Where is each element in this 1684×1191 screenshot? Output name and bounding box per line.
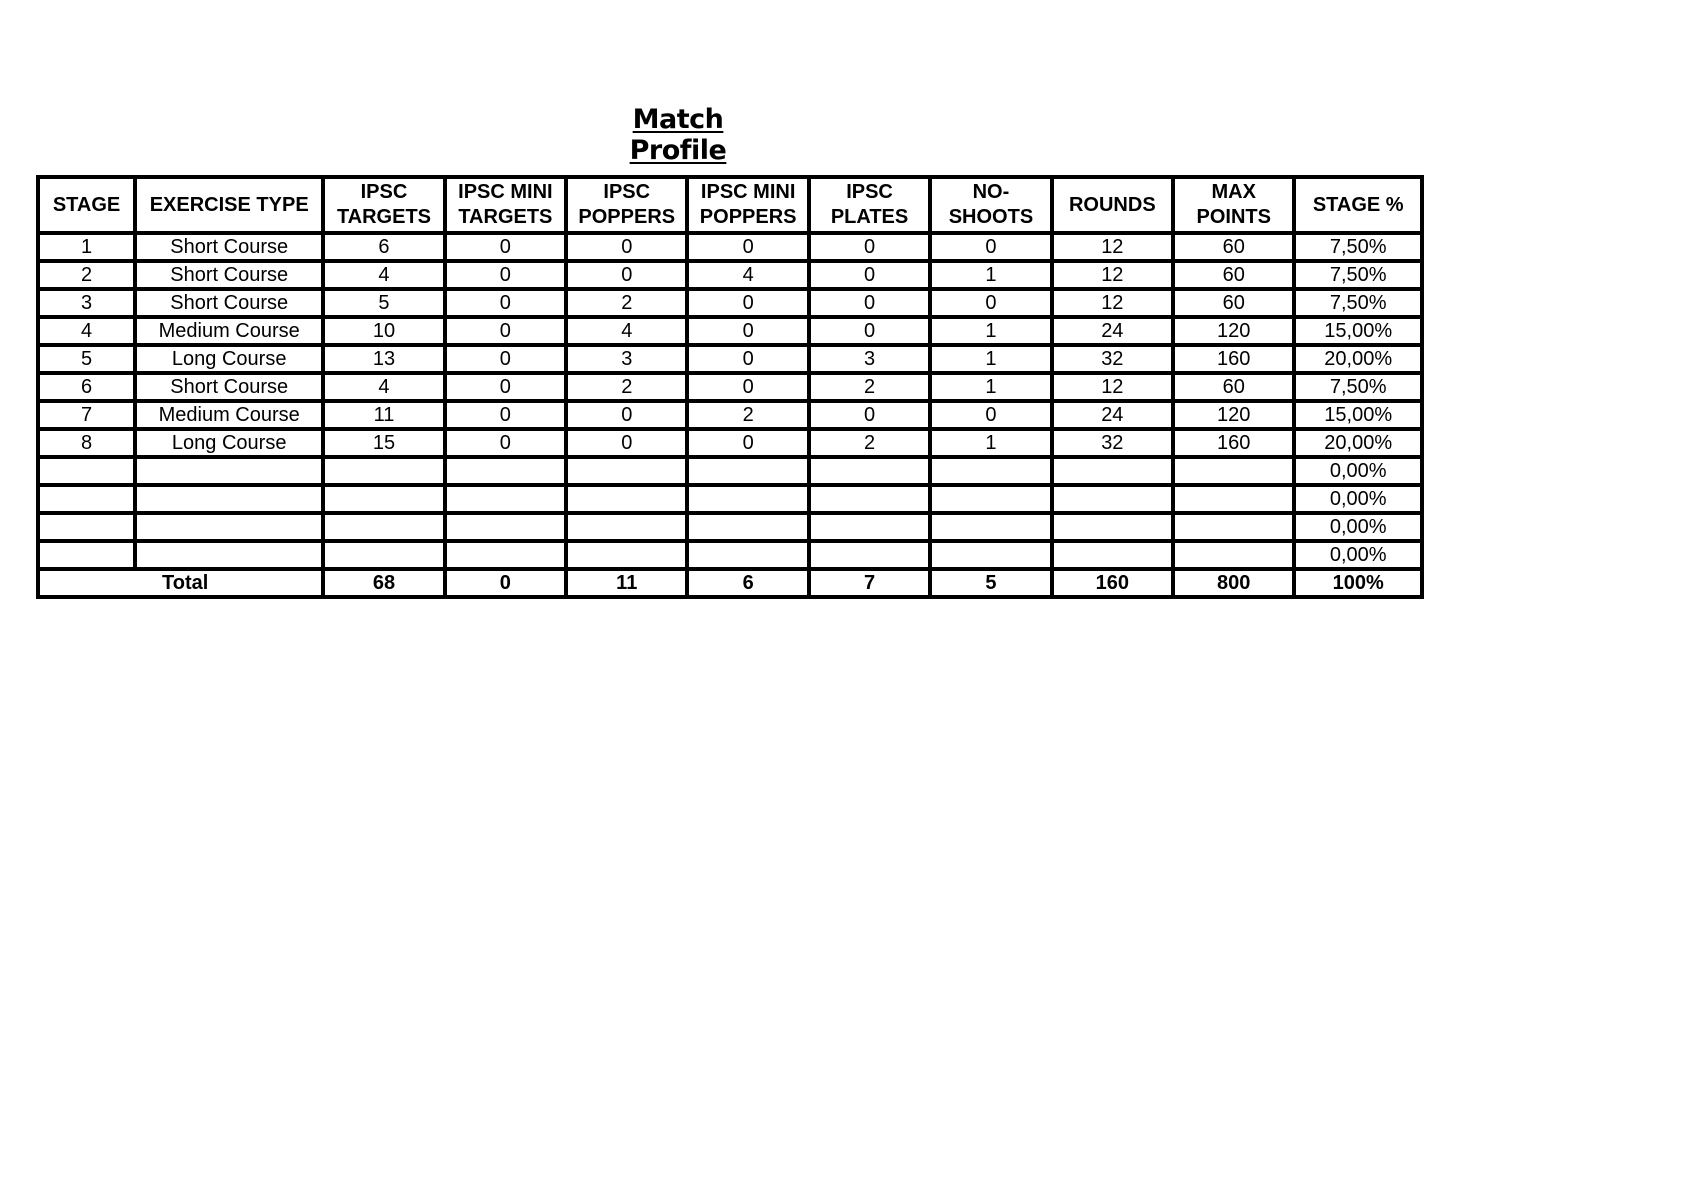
table-cell: [445, 457, 566, 485]
total-cell: 800: [1173, 569, 1294, 597]
table-cell: [135, 485, 323, 513]
table-cell: Short Course: [135, 233, 323, 261]
total-cell: 100%: [1294, 569, 1422, 597]
table-cell: 0: [445, 373, 566, 401]
table-cell: 4: [38, 317, 135, 345]
column-header: [930, 177, 1051, 233]
table-cell: [38, 513, 135, 541]
table-cell: 0: [809, 261, 930, 289]
table-cell: [1173, 457, 1294, 485]
table-cell: [323, 541, 444, 569]
table-cell: 12: [1052, 233, 1173, 261]
table-cell: 7: [38, 401, 135, 429]
column-header-line: IPSC: [846, 181, 893, 203]
table-cell: 0: [930, 401, 1051, 429]
table-cell: 7,50%: [1294, 289, 1422, 317]
table-cell: 0: [566, 401, 687, 429]
table-cell: [930, 485, 1051, 513]
table-cell: 60: [1173, 261, 1294, 289]
table-row: [38, 485, 1422, 513]
total-cell: 160: [1052, 569, 1173, 597]
column-header-line: IPSC MINI: [700, 181, 796, 203]
table-cell: 2: [566, 373, 687, 401]
table-cell: 24: [1052, 317, 1173, 345]
table-cell: 0: [687, 429, 808, 457]
table-cell: 4: [323, 261, 444, 289]
table-cell: 4: [323, 373, 444, 401]
table-cell: [1052, 513, 1173, 541]
column-header-line: TARGETS: [336, 206, 432, 228]
page-title: Match Profile: [629, 104, 727, 166]
table-cell: 0: [687, 317, 808, 345]
table-cell: 4: [687, 261, 808, 289]
table-footer: [38, 569, 1422, 597]
table-cell: 0,00%: [1294, 513, 1422, 541]
table-row: [38, 261, 1422, 289]
table-cell: [1052, 541, 1173, 569]
table-cell: [445, 513, 566, 541]
table-cell: 6: [38, 373, 135, 401]
table-cell: 6: [323, 233, 444, 261]
table-cell: 15,00%: [1294, 401, 1422, 429]
column-header-line: PLATES: [830, 206, 909, 228]
table-cell: 0: [809, 317, 930, 345]
column-header: [445, 177, 566, 233]
total-cell: 0: [445, 569, 566, 597]
table-cell: 1: [930, 317, 1051, 345]
column-header: [135, 177, 323, 233]
table-cell: 0: [445, 261, 566, 289]
table-row: [38, 513, 1422, 541]
table-cell: Long Course: [135, 429, 323, 457]
column-header-line: POINTS: [1196, 206, 1271, 228]
table-cell: [687, 485, 808, 513]
table-cell: 3: [566, 345, 687, 373]
table-cell: 0: [445, 345, 566, 373]
table-cell: 13: [323, 345, 444, 373]
table-cell: 0: [445, 317, 566, 345]
table-cell: [1052, 485, 1173, 513]
column-header: [1052, 177, 1173, 233]
column-header-line: NO-: [972, 181, 1010, 203]
table-cell: 0: [566, 429, 687, 457]
table-cell: 7,50%: [1294, 233, 1422, 261]
table-body: [38, 233, 1422, 569]
table-cell: 4: [566, 317, 687, 345]
table-cell: 0: [809, 233, 930, 261]
table-cell: 5: [323, 289, 444, 317]
table-row: [38, 317, 1422, 345]
table-cell: 2: [38, 261, 135, 289]
total-cell: 11: [566, 569, 687, 597]
table-cell: 120: [1173, 401, 1294, 429]
table-cell: [809, 513, 930, 541]
column-header-line: IPSC: [603, 181, 651, 203]
column-header: [809, 177, 930, 233]
table-cell: 15,00%: [1294, 317, 1422, 345]
total-cell: 7: [809, 569, 930, 597]
total-row: [38, 569, 1422, 597]
table-cell: 0: [687, 373, 808, 401]
table-cell: 0: [445, 289, 566, 317]
table-cell: [445, 485, 566, 513]
table-cell: 10: [323, 317, 444, 345]
column-header-line: EXERCISE TYPE: [149, 193, 309, 216]
table-cell: [38, 457, 135, 485]
table-cell: 0,00%: [1294, 485, 1422, 513]
column-header-line: TARGETS: [458, 206, 553, 228]
total-label: Total: [38, 569, 323, 597]
table-cell: Short Course: [135, 289, 323, 317]
table-cell: 0: [930, 289, 1051, 317]
table-cell: 0: [445, 429, 566, 457]
table-cell: 2: [566, 289, 687, 317]
table-cell: 7,50%: [1294, 373, 1422, 401]
table-cell: [687, 513, 808, 541]
match-profile-table: [36, 175, 1424, 599]
column-header-line: IPSC: [360, 181, 408, 203]
table-cell: [687, 541, 808, 569]
table-cell: Short Course: [135, 261, 323, 289]
table-cell: [809, 485, 930, 513]
table-cell: 60: [1173, 373, 1294, 401]
table-cell: 2: [809, 373, 930, 401]
table-row: [38, 401, 1422, 429]
table-cell: 0: [566, 261, 687, 289]
table-cell: 0: [930, 233, 1051, 261]
table-cell: 7,50%: [1294, 261, 1422, 289]
column-header: [1294, 177, 1422, 233]
table-cell: Long Course: [135, 345, 323, 373]
table-cell: [930, 541, 1051, 569]
column-header-line: POPPERS: [578, 206, 676, 228]
table-cell: 1: [38, 233, 135, 261]
table-cell: 3: [809, 345, 930, 373]
table-cell: 32: [1052, 429, 1173, 457]
table-cell: 20,00%: [1294, 345, 1422, 373]
table-cell: [135, 541, 323, 569]
column-header-line: SHOOTS: [948, 206, 1034, 228]
column-header: [38, 177, 135, 233]
table-cell: 0: [809, 401, 930, 429]
table-cell: [930, 513, 1051, 541]
column-header: [323, 177, 444, 233]
column-header-line: STAGE %: [1312, 193, 1404, 216]
table-cell: 5: [38, 345, 135, 373]
table-cell: [1173, 541, 1294, 569]
table-row: [38, 373, 1422, 401]
table-cell: [1052, 457, 1173, 485]
table-cell: 12: [1052, 373, 1173, 401]
table-cell: 0: [445, 233, 566, 261]
total-cell: 68: [323, 569, 444, 597]
table-header: [38, 177, 1422, 233]
table-cell: [323, 457, 444, 485]
table-cell: 0,00%: [1294, 457, 1422, 485]
table-cell: 0: [687, 233, 808, 261]
table-cell: 2: [687, 401, 808, 429]
table-cell: [38, 485, 135, 513]
table-cell: 3: [38, 289, 135, 317]
table-cell: [809, 457, 930, 485]
table-cell: 1: [930, 261, 1051, 289]
column-header: [687, 177, 808, 233]
column-header-line: STAGE: [52, 193, 121, 216]
table-cell: 160: [1173, 429, 1294, 457]
column-header: [566, 177, 687, 233]
header-row: [38, 177, 1422, 233]
table-cell: [38, 541, 135, 569]
column-header-line: MAX: [1211, 181, 1256, 203]
table-cell: 20,00%: [1294, 429, 1422, 457]
table-cell: [1173, 485, 1294, 513]
table-cell: [566, 485, 687, 513]
table-cell: 0: [687, 289, 808, 317]
table-cell: [566, 541, 687, 569]
table-cell: 0,00%: [1294, 541, 1422, 569]
table-row: [38, 345, 1422, 373]
column-header-line: IPSC MINI: [458, 181, 553, 203]
table-cell: Medium Course: [135, 401, 323, 429]
table-cell: [809, 541, 930, 569]
table-cell: 0: [566, 233, 687, 261]
table-cell: 24: [1052, 401, 1173, 429]
table-cell: 15: [323, 429, 444, 457]
table-cell: 0: [809, 289, 930, 317]
table-row: [38, 541, 1422, 569]
table-cell: 0: [687, 345, 808, 373]
table-cell: 32: [1052, 345, 1173, 373]
column-header: [1173, 177, 1294, 233]
table-cell: 1: [930, 429, 1051, 457]
column-header-line: POPPERS: [699, 206, 797, 228]
table-cell: [687, 457, 808, 485]
table-cell: 120: [1173, 317, 1294, 345]
total-cell: 5: [930, 569, 1051, 597]
table-cell: [323, 513, 444, 541]
table-cell: 60: [1173, 233, 1294, 261]
table-row: [38, 429, 1422, 457]
table-row: [38, 457, 1422, 485]
table-cell: Medium Course: [135, 317, 323, 345]
total-cell: 6: [687, 569, 808, 597]
table-cell: 8: [38, 429, 135, 457]
table-cell: 12: [1052, 289, 1173, 317]
column-header-line: ROUNDS: [1068, 193, 1156, 216]
table-cell: [930, 457, 1051, 485]
table-row: [38, 289, 1422, 317]
table-cell: 60: [1173, 289, 1294, 317]
table-cell: [135, 457, 323, 485]
table-cell: 1: [930, 345, 1051, 373]
table-cell: 1: [930, 373, 1051, 401]
table-cell: [566, 513, 687, 541]
table-cell: [566, 457, 687, 485]
table-cell: 12: [1052, 261, 1173, 289]
table-cell: 0: [445, 401, 566, 429]
table-cell: Short Course: [135, 373, 323, 401]
table-row: [38, 233, 1422, 261]
table-cell: 11: [323, 401, 444, 429]
table-cell: [135, 513, 323, 541]
table-cell: [445, 541, 566, 569]
table-cell: [323, 485, 444, 513]
table-cell: 160: [1173, 345, 1294, 373]
table-cell: [1173, 513, 1294, 541]
table-cell: 2: [809, 429, 930, 457]
